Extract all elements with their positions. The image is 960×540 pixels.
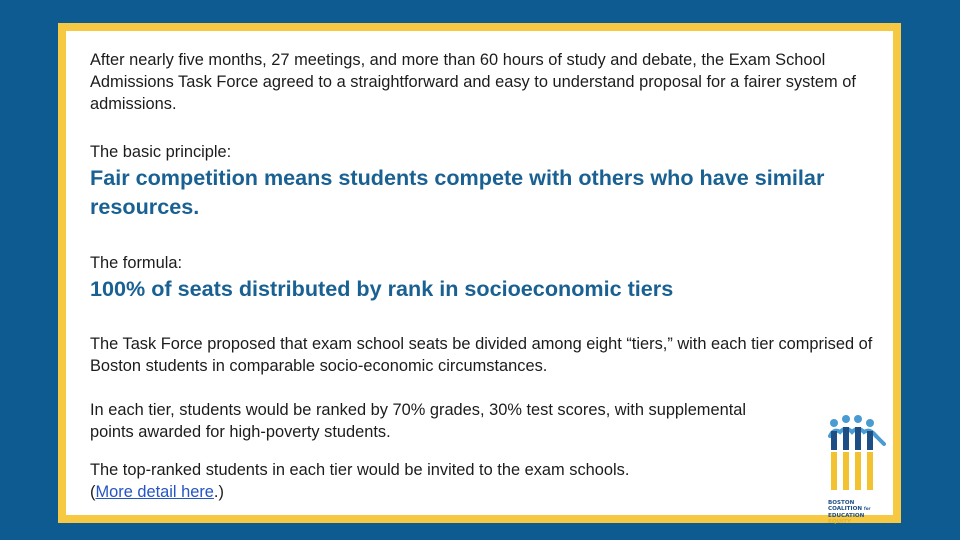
- more-detail-link[interactable]: More detail here: [95, 483, 214, 501]
- principle-label: The basic principle:: [90, 143, 232, 161]
- logo-line-equity: EQUITY: [828, 519, 852, 526]
- slide-frame: [58, 23, 901, 526]
- invitation-paragraph: [90, 459, 790, 503]
- close-paren: .): [213, 483, 224, 501]
- formula-label: The formula:: [90, 254, 183, 272]
- logo-line-boston: BOSTON: [828, 500, 855, 506]
- principle-statement: Fair competition means students compete with others who have similar resources.: [90, 165, 825, 219]
- tiers-paragraph: The Task Force proposed that exam school seats be divided among eight “tiers,” with each tier comprised of Boston students in comparable socio-economic circumstances.: [90, 335, 873, 375]
- logo-word-coalition: COALITION: [828, 506, 863, 513]
- intro-paragraph: After nearly five months, 27 meetings, and more than 60 hours of study and debate, the Exam School Admissions Task Force agreed to a straightforward and easy to understand proposal for a fairer system of admissions.: [90, 51, 856, 113]
- slide-content: [66, 31, 893, 526]
- boston-coalition-logo: [828, 414, 888, 526]
- logo-word-for: for: [863, 506, 871, 512]
- logo-wordmark: [828, 500, 888, 526]
- invitation-text: The top-ranked students in each tier would be invited to the exam schools.: [90, 461, 630, 479]
- logo-line-education: EDUCATION: [828, 512, 865, 519]
- coalition-figures-icon: [828, 414, 888, 492]
- ranking-paragraph: In each tier, students would be ranked by 70% grades, 30% test scores, with supplemental points awarded for high-poverty students.: [90, 401, 747, 441]
- formula-statement: 100% of seats distributed by rank in socioeconomic tiers: [90, 276, 674, 301]
- open-paren: (: [90, 483, 96, 501]
